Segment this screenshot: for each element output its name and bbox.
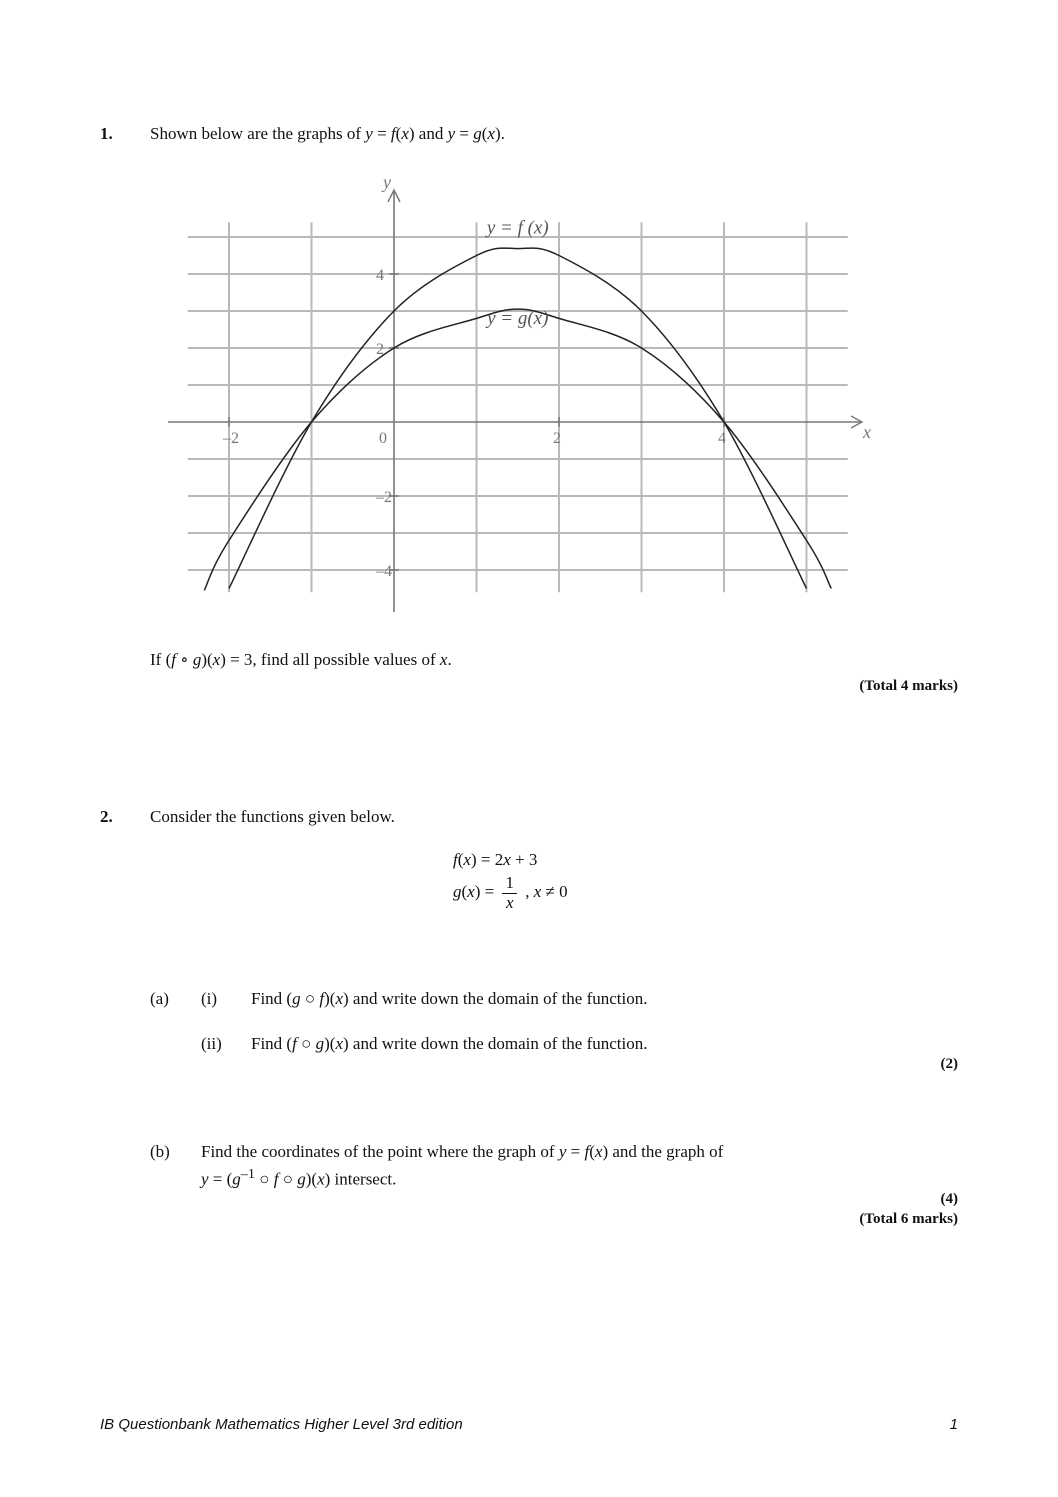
x-tick-label: 4 xyxy=(718,430,726,447)
curve-g xyxy=(204,309,831,590)
x-tick-label: 2 xyxy=(553,430,561,447)
part-a-ii-text: Find (f ○ g)(x) and write down the domain of the function. xyxy=(251,1034,648,1053)
q1-stem: Shown below are the graphs of y = f(x) and y = g(x). xyxy=(150,124,505,143)
x-tick-label: 0 xyxy=(379,430,387,447)
curve-label-f: y = f (x) xyxy=(486,217,549,239)
x-axis-label: x xyxy=(863,422,871,442)
q1-question: If (f ∘ g)(x) = 3, find all possible values of x. xyxy=(150,650,452,669)
f-definition: f(x) = 2x + 3 xyxy=(453,850,538,869)
curve-label-g: y = g(x) xyxy=(487,307,549,329)
x-tick-label: –2 xyxy=(223,430,239,447)
q2-total-marks: (Total 6 marks) xyxy=(859,1211,958,1227)
part-b-line2: $y = (g^{-1}$ ○ f ○ g)(x) intersect. xyxy=(201,1166,397,1189)
g-denominator: x xyxy=(505,892,514,912)
part-a-marks: (2) xyxy=(940,1056,958,1072)
g-condition: , x ≠ 0 xyxy=(525,882,568,902)
q1-total-marks: (Total 4 marks) xyxy=(859,678,958,694)
q2-stem: Consider the functions given below. xyxy=(150,807,395,826)
page-number: 1 xyxy=(949,1416,958,1433)
footer-title: IB Questionbank Mathematics Higher Level 3rd edition xyxy=(100,1416,463,1433)
part-a-i-text: Find (g ○ f)(x) and write down the domain of the function. xyxy=(251,989,648,1008)
part-b-marks: (4) xyxy=(940,1191,958,1207)
q2-number: 2. xyxy=(100,807,113,826)
part-a-label: (a) xyxy=(150,989,169,1008)
y-tick-label: –4 xyxy=(376,563,392,580)
g-lhs: g(x) = xyxy=(453,882,495,902)
grid-lines xyxy=(188,222,848,592)
y-axis-label: y xyxy=(383,172,391,192)
g-fraction xyxy=(502,874,517,912)
g-definition xyxy=(453,874,568,912)
part-a-i-label: (i) xyxy=(201,989,218,1008)
part-a-ii-label: (ii) xyxy=(201,1034,222,1053)
y-tick-label: –2 xyxy=(376,489,392,506)
part-b-line1: Find the coordinates of the point where the graph of y = f(x) and the graph of xyxy=(201,1142,724,1161)
part-b-label: (b) xyxy=(150,1142,170,1161)
y-tick-label: 4 xyxy=(376,267,384,284)
q1-number: 1. xyxy=(100,124,113,143)
y-tick-label: 2 xyxy=(376,341,384,358)
function-graph xyxy=(165,170,895,620)
curves xyxy=(204,248,831,590)
g-numerator: 1 xyxy=(502,874,517,894)
